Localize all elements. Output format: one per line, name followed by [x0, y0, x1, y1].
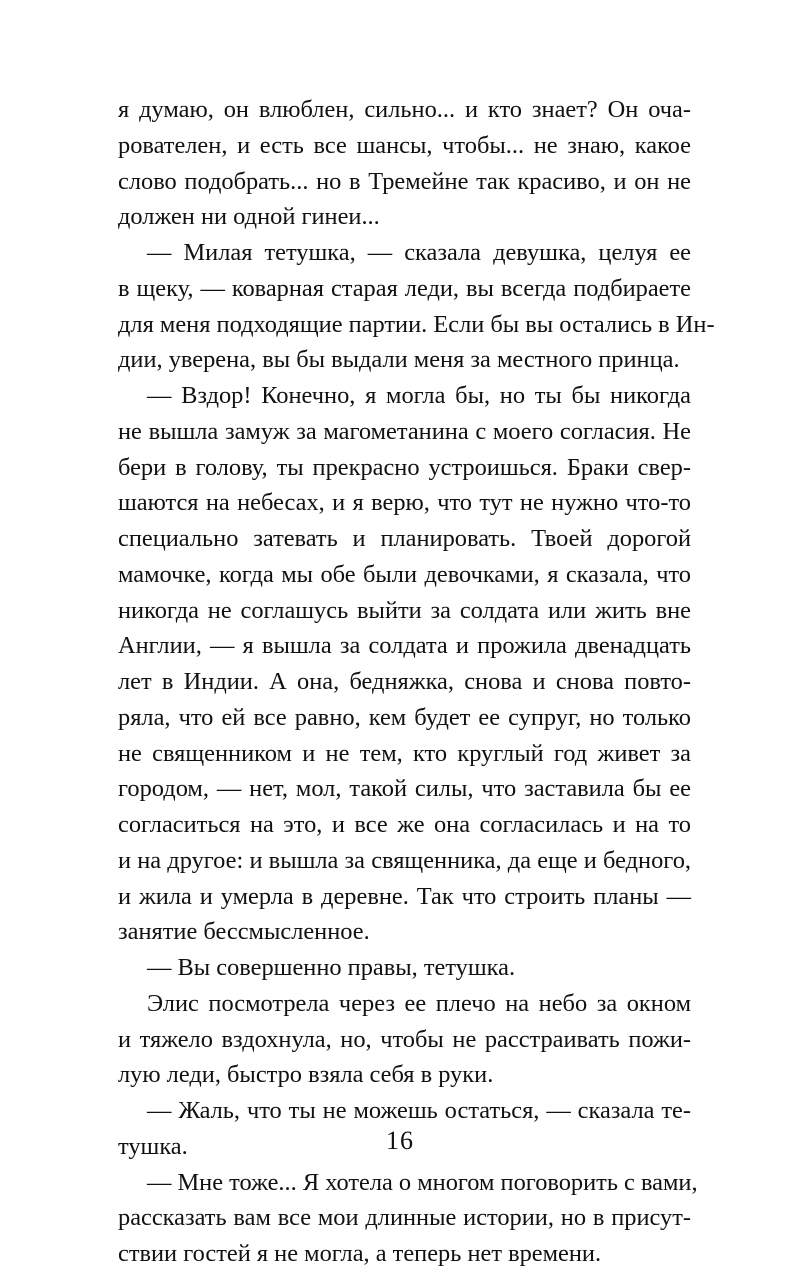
text-line: занятие бессмысленное.	[118, 918, 370, 946]
text-line: специально затевать и планировать. Твоей дорогой	[118, 525, 691, 552]
text-line: и тяжело вздохнула, но, чтобы не расстраивать пожи-	[118, 1025, 691, 1053]
text-line: Англии, — я вышла за солдата и прожила двенадцать	[118, 632, 691, 660]
text-line: я думаю, он влюблен, сильно... и кто знает? Он оча-	[118, 96, 691, 123]
body-text	[118, 92, 715, 1272]
text-line: тушка.	[118, 1132, 188, 1160]
text-line: для меня подходящие партии. Если бы вы остались в Ин-	[118, 310, 715, 338]
text-line: шаются на небесах, и я верю, что тут не нужно что-то	[118, 489, 691, 517]
text-line: слово подобрать... но в Тремейне так красиво, и он не	[118, 167, 691, 195]
text-line: не священником и не тем, кто круглый год живет за	[118, 739, 691, 767]
text-line: — Вы совершенно правы, тетушка.	[147, 954, 516, 981]
text-line: — Вздор! Конечно, я могла бы, но ты бы никогда	[147, 382, 691, 409]
text-line: должен ни одной гинеи...	[118, 203, 380, 231]
text-line: и жила и умерла в деревне. Так что строить планы —	[118, 882, 691, 910]
text-line: бери в голову, ты прекрасно устроишься. Браки свер-	[118, 453, 691, 481]
text-line: не вышла замуж за магометанина с моего согласия. Не	[118, 417, 691, 445]
text-line: мамочке, когда мы обе были девочками, я сказала, что	[118, 560, 691, 588]
text-line: ствии гостей я не могла, а теперь нет времени.	[118, 1240, 602, 1267]
text-line: согласиться на это, и все же она согласилась и на то	[118, 811, 691, 838]
text-line: — Мне тоже... Я хотела о многом поговорить с вами,	[147, 1168, 698, 1196]
text-line: — Жаль, что ты не можешь остаться, — сказала те-	[147, 1097, 691, 1124]
text-line: рассказать вам все мои длинные истории, но в присут-	[118, 1204, 691, 1232]
text-line: дии, уверена, вы бы выдали меня за местного принца.	[118, 346, 680, 374]
page-number: 16	[386, 1126, 414, 1155]
text-line: и на другое: и вышла за священника, да еще и бедного,	[118, 846, 691, 874]
text-line: рователен, и есть все шансы, чтобы... не знаю, какое	[118, 131, 691, 159]
text-line: лую леди, быстро взяла себя в руки.	[118, 1061, 494, 1089]
text-line: Элис посмотрела через ее плечо на небо за окном	[147, 989, 691, 1017]
text-line: никогда не соглашусь выйти за солдата или жить вне	[118, 596, 691, 624]
text-line: городом, — нет, мол, такой силы, что заставила бы ее	[118, 775, 691, 803]
text-line: ряла, что ей все равно, кем будет ее супруг, но только	[118, 703, 691, 731]
text-line: — Милая тетушка, — сказала девушка, целуя ее	[147, 239, 691, 266]
text-line: в щеку, — коварная старая леди, вы всегда подбираете	[118, 274, 691, 302]
text-line: лет в Индии. А она, бедняжка, снова и снова повто-	[118, 668, 691, 695]
